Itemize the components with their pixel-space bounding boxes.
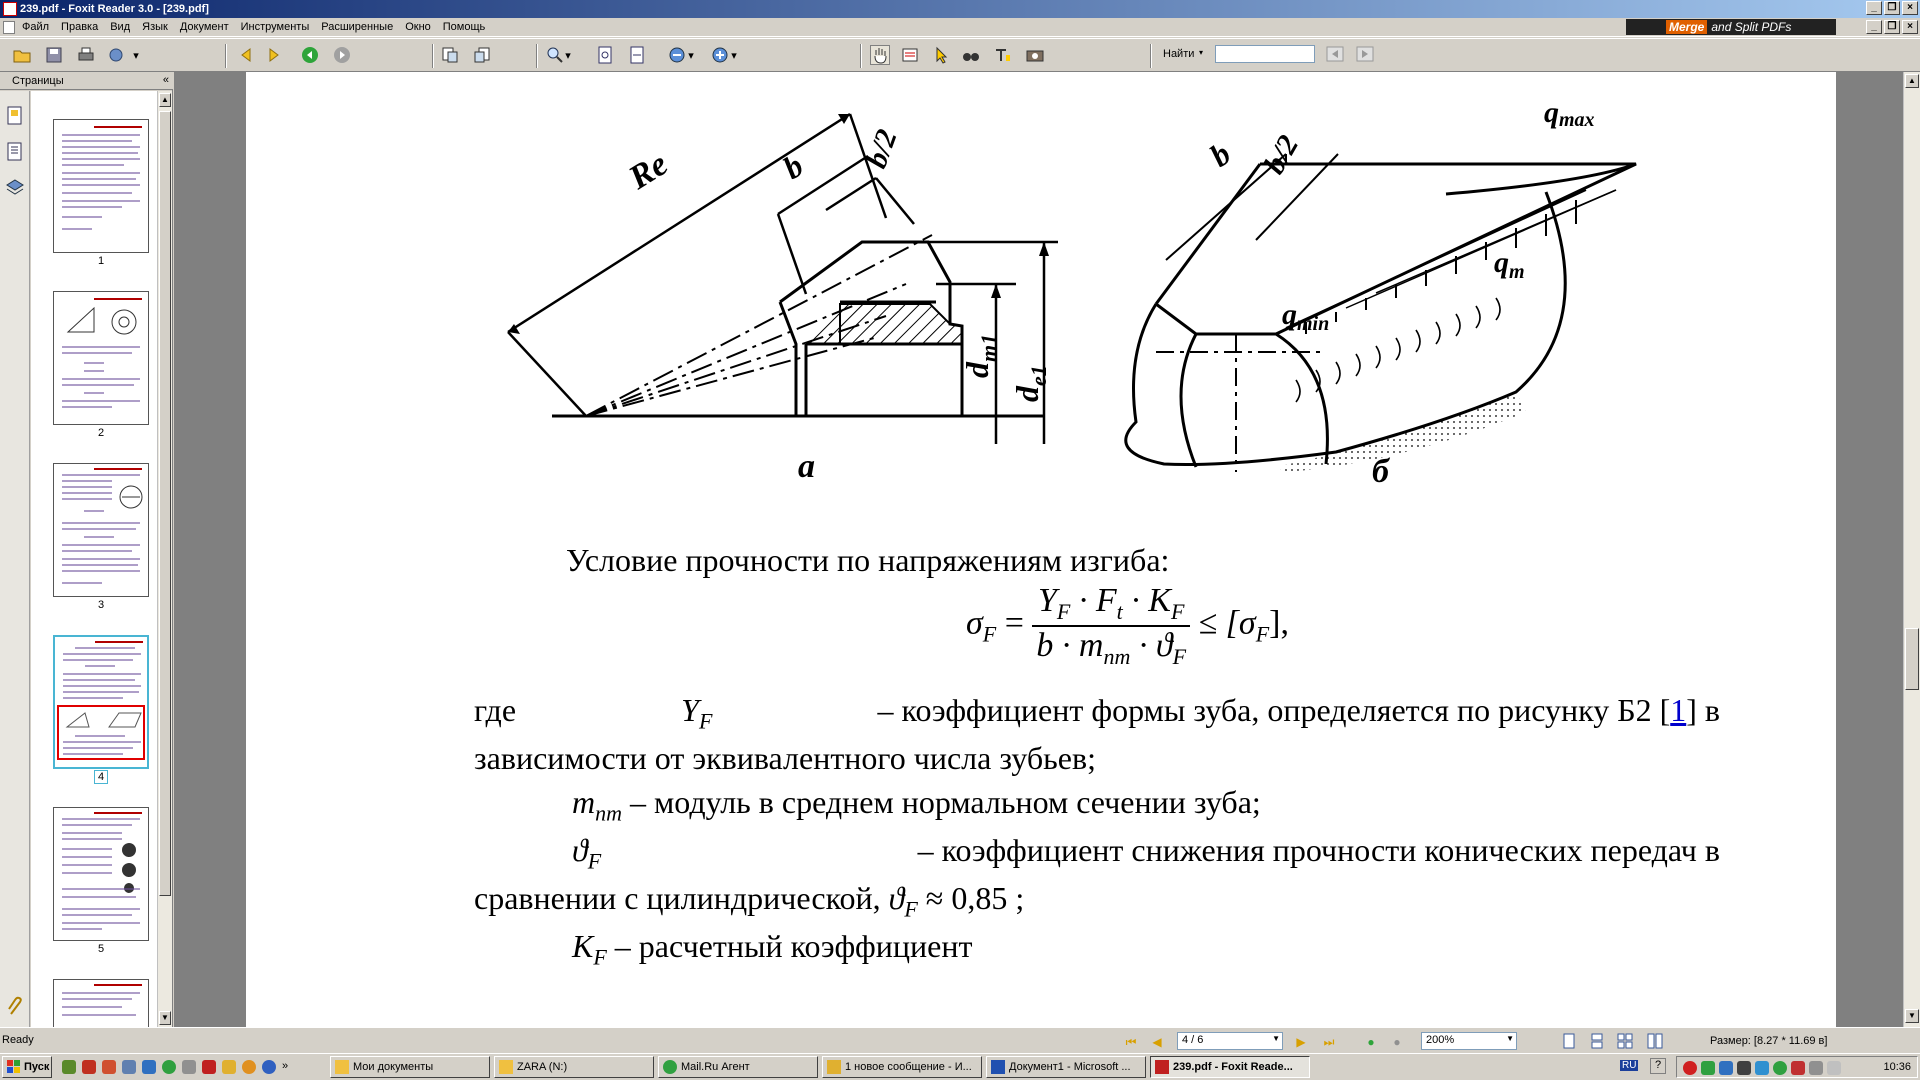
zoom-in-tool-icon[interactable] (545, 45, 565, 65)
thumbnail-number: 3 (97, 599, 105, 611)
paragraph-theta-cont: сравнении с цилиндрической, $ϑ_F \approx 0,85$ ; (474, 880, 1025, 922)
hand-tool-icon[interactable] (870, 45, 890, 65)
doc-scroll-down-icon[interactable]: ▼ (1905, 1009, 1919, 1023)
menu-document[interactable]: Документ (179, 21, 229, 33)
bookmarks-tab-icon[interactable] (5, 141, 25, 163)
minimize-button[interactable]: _ (1866, 1, 1882, 15)
quicklaunch-app-icon[interactable] (262, 1060, 276, 1074)
sidebar-icon-strip (0, 91, 30, 1027)
facing-pages-icon[interactable] (1616, 1033, 1634, 1051)
task-foxit-reader[interactable]: 239.pdf - Foxit Reade... (1150, 1056, 1310, 1078)
merge-split-banner[interactable] (1626, 19, 1836, 35)
pages-tab-icon[interactable] (5, 105, 25, 127)
banner-merge-text: Merge (1666, 20, 1707, 34)
menu-window[interactable]: Окно (405, 21, 431, 33)
task-word-document[interactable]: Документ1 - Microsoft ... (986, 1056, 1146, 1078)
system-tray (1676, 1056, 1918, 1078)
label-a: а (798, 448, 815, 485)
tray-icon[interactable] (1791, 1061, 1805, 1075)
typewriter-icon[interactable] (993, 45, 1013, 65)
label-v: б (1372, 453, 1389, 490)
network-icon[interactable] (1827, 1061, 1841, 1075)
continuous-facing-icon[interactable] (1646, 1033, 1664, 1051)
next-page-nav-icon[interactable]: ▶ (1296, 1035, 1306, 1049)
window-controls (1866, 1, 1918, 15)
find-previous-icon[interactable] (1325, 44, 1345, 64)
find-input[interactable] (1215, 45, 1315, 63)
label-de1: $d_{e1}$ (1009, 365, 1051, 402)
label-b-half-right: b/2 (1257, 129, 1306, 180)
quicklaunch-app-icon[interactable] (222, 1060, 236, 1074)
page-thumbnail-2[interactable] (53, 291, 149, 425)
email-icon[interactable] (106, 45, 126, 65)
page-size-label: Размер: [8.27 * 11.69 в] (1710, 1035, 1828, 1047)
restore-button[interactable]: ❐ (1884, 1, 1900, 15)
thumbnail-number: 5 (97, 943, 105, 955)
document-icon[interactable] (3, 21, 15, 34)
taskbar (0, 1053, 1920, 1080)
doc-restore-button[interactable]: ❐ (1884, 20, 1900, 34)
bending-strength-formula: $\sigma_F$ = $Y_F \cdot F_t \cdot K_F$ $b \cdot m_{nm} \cdot ϑ_F$ ≤ $[\sigma_F]$, (966, 582, 1289, 669)
attachments-tab-icon[interactable] (5, 996, 25, 1018)
task-new-message[interactable]: 1 новое сообщение - И... (822, 1056, 982, 1078)
paragraph-yf: где $Y_F$ – коэффициент формы зуба, определяется по рисунку Б2 [1] в (474, 692, 1720, 734)
paragraph-mnm: $m_{nm}$ – модуль в среднем нормальном сечении зуба; (572, 784, 1261, 826)
start-button[interactable]: Пуск (2, 1056, 52, 1078)
collapse-panel-icon[interactable]: « (162, 74, 169, 86)
label-qmax: qmax (1544, 96, 1595, 131)
zoom-dropdown-icon: ▼ (1506, 1034, 1514, 1043)
scroll-up-arrow-icon[interactable]: ▲ (159, 93, 171, 107)
quicklaunch-app-icon[interactable] (182, 1060, 196, 1074)
binoculars-icon[interactable] (961, 45, 981, 65)
fit-page-icon[interactable] (595, 45, 615, 65)
close-button[interactable]: × (1902, 1, 1918, 15)
label-Re: Re (622, 145, 675, 197)
find-dropdown-icon[interactable]: ▾ (1199, 48, 1204, 57)
quicklaunch-app-icon[interactable] (102, 1060, 116, 1074)
document-window-controls (1866, 20, 1918, 34)
quicklaunch-more-icon[interactable]: » (282, 1060, 289, 1072)
go-forward-icon[interactable] (332, 45, 352, 65)
fit-width-icon[interactable] (627, 45, 647, 65)
select-arrow-icon[interactable] (931, 45, 951, 65)
pdf-page (246, 72, 1836, 1027)
go-back-icon[interactable] (300, 45, 320, 65)
paragraph-kf: $K_F$ – расчетный коэффициент (572, 928, 973, 970)
label-qm: $q_m$ (1494, 246, 1525, 283)
clock: 10:36 (1883, 1061, 1911, 1073)
single-page-icon[interactable] (1560, 1033, 1578, 1051)
pages-panel (0, 72, 173, 1027)
menu-language[interactable]: Язык (142, 21, 168, 33)
tray-icon[interactable] (1737, 1061, 1751, 1075)
task-my-documents[interactable]: Мои документы (330, 1056, 490, 1078)
foxit-icon (1155, 1060, 1169, 1074)
menu-advanced[interactable]: Расширенные (321, 21, 394, 33)
thumbnail-number: 1 (97, 255, 105, 267)
status-bar (0, 1027, 1920, 1053)
task-zara-drive[interactable]: ZARA (N:) (494, 1056, 654, 1078)
zoom-out-icon[interactable] (667, 45, 687, 65)
paragraph-theta: $ϑ_F$ – коэффициент снижения прочности конических передач в (572, 832, 1720, 874)
label-qmin: $q_{min}$ (1282, 298, 1330, 335)
save-icon[interactable] (44, 45, 64, 65)
page-thumbnail-5[interactable] (53, 807, 149, 941)
layers-tab-icon[interactable] (5, 177, 25, 199)
menu-tools[interactable]: Инструменты (240, 21, 310, 33)
quicklaunch-app-icon[interactable] (62, 1060, 76, 1074)
quicklaunch-app-icon[interactable] (162, 1060, 176, 1074)
previous-page-icon[interactable] (236, 45, 256, 65)
panel-title: Страницы (12, 75, 64, 87)
back-view-icon[interactable]: ● (1367, 1035, 1375, 1049)
label-b: b (776, 146, 810, 186)
zoom-out-dropdown-icon[interactable]: ▾ (688, 49, 694, 62)
menu-help[interactable]: Помощь (442, 21, 486, 33)
mail-icon (827, 1060, 841, 1074)
task-mailru-agent[interactable]: Mail.Ru Агент (658, 1056, 818, 1078)
reference-link[interactable]: 1 (1670, 692, 1687, 728)
zoom-in-dropdown-icon[interactable]: ▾ (731, 49, 737, 62)
banner-rest-text: and Split PDFs (1711, 20, 1792, 34)
label-b-right: b (1202, 135, 1238, 174)
tray-icon[interactable] (1773, 1061, 1787, 1075)
page-dropdown-icon: ▼ (1272, 1034, 1280, 1043)
print-icon[interactable] (76, 45, 96, 65)
last-page-icon[interactable]: ⏭ (1323, 1035, 1335, 1049)
continuous-page-icon[interactable] (1588, 1033, 1606, 1051)
first-page-icon[interactable]: ⏮ (1125, 1035, 1137, 1049)
title-bar (0, 0, 1920, 18)
quicklaunch-app-icon[interactable] (142, 1060, 156, 1074)
tray-icon[interactable] (1719, 1061, 1733, 1075)
volume-icon[interactable] (1809, 1061, 1823, 1075)
zoom-tool-dropdown-icon[interactable]: ▾ (565, 49, 571, 62)
forward-view-icon[interactable]: ● (1393, 1035, 1401, 1049)
thumbnail-number: 2 (97, 427, 105, 439)
help-icon[interactable]: ? (1650, 1058, 1666, 1074)
scrollbar-thumb[interactable] (159, 111, 171, 896)
document-scrollbar[interactable] (1903, 72, 1920, 1027)
doc-close-button[interactable]: × (1902, 20, 1918, 34)
prev-page-nav-icon[interactable]: ◀ (1152, 1035, 1162, 1049)
bevel-gear-figure (246, 72, 1836, 512)
snapshot-text-icon[interactable] (900, 45, 920, 65)
doc-minimize-button[interactable]: _ (1866, 20, 1882, 34)
scroll-down-arrow-icon[interactable]: ▼ (159, 1011, 171, 1025)
thumbnail-scrollbar[interactable] (157, 91, 172, 1027)
section-heading: Условие прочности по напряжениям изгиба: (566, 542, 1170, 578)
document-viewport[interactable] (174, 72, 1903, 1027)
folder-icon (335, 1060, 349, 1074)
app-icon (3, 2, 17, 16)
label-dm1: $d_{m1}$ (959, 333, 1001, 378)
page-thumbnail-4[interactable] (53, 635, 149, 769)
folder-icon (499, 1060, 513, 1074)
quicklaunch-app-icon[interactable] (82, 1060, 96, 1074)
thumbnail-list (31, 91, 157, 1027)
find-next-icon[interactable] (1355, 44, 1375, 64)
language-indicator[interactable]: RU (1622, 1060, 1637, 1071)
tray-icon[interactable] (1701, 1061, 1715, 1075)
menu-view[interactable]: Вид (110, 21, 131, 33)
menu-file[interactable]: Файл (22, 21, 50, 33)
doc-scrollbar-thumb[interactable] (1905, 628, 1919, 690)
mailru-icon (663, 1060, 677, 1074)
zoom-select[interactable]: 200% ▼ (1421, 1032, 1517, 1050)
page-thumbnail-6[interactable] (53, 979, 149, 1027)
word-icon (991, 1060, 1005, 1074)
rotate-view-icon[interactable] (440, 45, 460, 65)
page-thumbnail-3[interactable] (53, 463, 149, 597)
status-text: Ready (2, 1034, 34, 1046)
find-label: Найти (1163, 48, 1195, 60)
next-page-icon[interactable] (264, 45, 284, 65)
quicklaunch-app-icon[interactable] (202, 1060, 216, 1074)
windows-logo-icon (7, 1060, 21, 1074)
email-dropdown-icon[interactable]: ▾ (133, 49, 139, 62)
tray-icon[interactable] (1755, 1061, 1769, 1075)
thumbnail-number-selected: 4 (53, 771, 149, 783)
doc-scroll-up-icon[interactable]: ▲ (1905, 74, 1919, 88)
quicklaunch-app-icon[interactable] (122, 1060, 136, 1074)
panel-header (0, 72, 173, 90)
zoom-in-icon[interactable] (710, 45, 730, 65)
menu-edit[interactable]: Правка (61, 21, 99, 33)
toolbar (0, 38, 1920, 72)
window-title: 239.pdf - Foxit Reader 3.0 - [239.pdf] (20, 3, 209, 15)
quicklaunch-app-icon[interactable] (242, 1060, 256, 1074)
page-number-select[interactable]: 4 / 6 ▼ (1177, 1032, 1283, 1050)
label-b-half: b/2 (859, 125, 904, 173)
tray-icon[interactable] (1683, 1061, 1697, 1075)
camera-icon[interactable] (1025, 45, 1045, 65)
rotate-page-icon[interactable] (472, 45, 492, 65)
page-thumbnail-1[interactable] (53, 119, 149, 253)
open-icon[interactable] (12, 45, 32, 65)
paragraph-yf-cont: зависимости от эквивалентного числа зубьев; (474, 740, 1096, 776)
